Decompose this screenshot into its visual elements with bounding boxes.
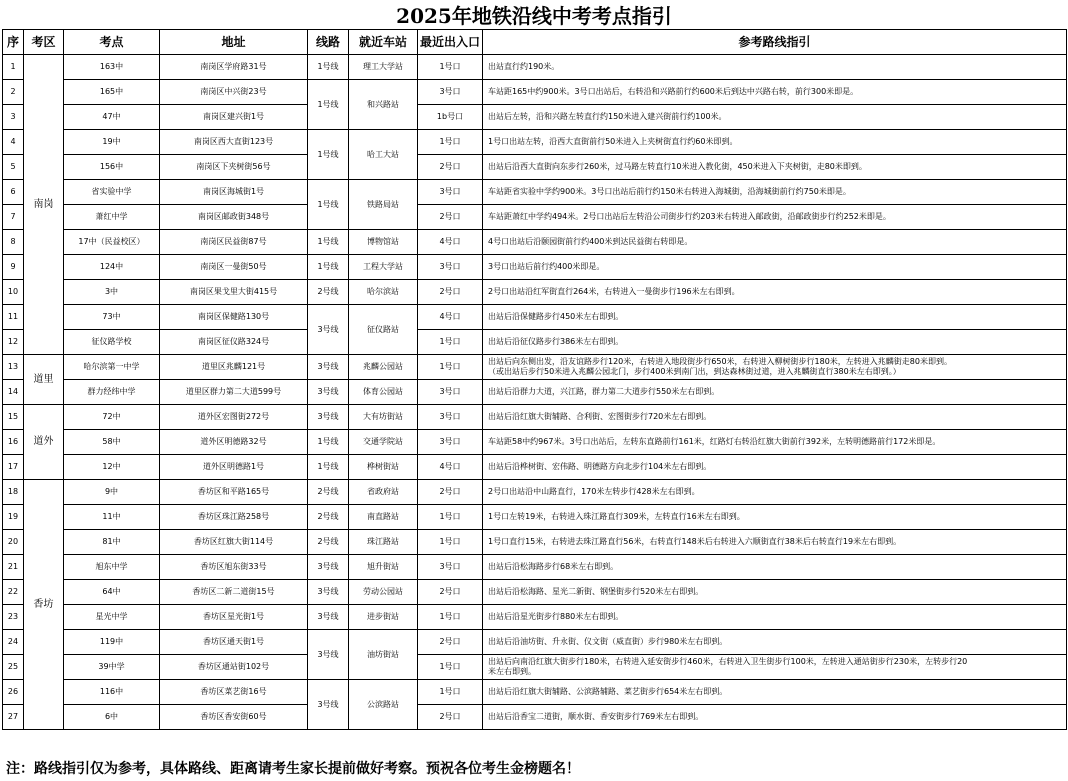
address-cell: 南岗区一曼街50号 (160, 255, 308, 280)
row-number: 23 (3, 605, 24, 630)
line-cell: 3号线 (308, 380, 349, 405)
row-number: 10 (3, 280, 24, 305)
region-cell: 道外 (24, 405, 64, 480)
col-header-line: 线路 (308, 30, 349, 55)
table-row (3, 180, 1067, 205)
table-row (3, 630, 1067, 655)
col-header-address: 地址 (160, 30, 308, 55)
route-cell (483, 255, 1067, 280)
table-row (3, 380, 1067, 405)
region-cell: 香坊 (24, 480, 64, 730)
station-cell: 兆麟公园站 (349, 355, 418, 380)
row-number: 6 (3, 180, 24, 205)
row-number: 1 (3, 55, 24, 80)
exit-cell: 4号口 (418, 305, 483, 330)
table-row (3, 455, 1067, 480)
station-cell: 进步街站 (349, 605, 418, 630)
route-text: 出站后沿松海路步行68米左右即到。 (488, 562, 619, 571)
school-cell: 73中 (64, 305, 160, 330)
exit-cell: 2号口 (418, 155, 483, 180)
exit-cell: 2号口 (418, 580, 483, 605)
address-cell: 香坊区红旗大街114号 (160, 530, 308, 555)
school-cell: 征仪路学校 (64, 330, 160, 355)
route-cell (483, 130, 1067, 155)
school-cell: 6中 (64, 705, 160, 730)
address-cell: 道里区群力第二大道599号 (160, 380, 308, 405)
station-cell: 油坊街站 (349, 630, 418, 680)
footer-note: 注：路线指引仅为参考，具体路线、距离请考生家长提前做好考察。预祝各位考生金榜题名！ (6, 761, 580, 777)
station-cell: 桦树街站 (349, 455, 418, 480)
station-cell: 征仪路站 (349, 305, 418, 355)
station-cell: 铁路局站 (349, 180, 418, 230)
exit-cell: 3号口 (418, 405, 483, 430)
line-cell: 2号线 (308, 280, 349, 305)
table-row (3, 305, 1067, 330)
row-number: 5 (3, 155, 24, 180)
route-text: 出站后沿征仪路步行386米左右即到。 (488, 337, 624, 346)
row-number: 2 (3, 80, 24, 105)
col-header-route: 参考路线指引 (483, 30, 1067, 55)
region-cell: 南岗 (24, 55, 64, 355)
line-cell: 3号线 (308, 605, 349, 630)
row-number: 24 (3, 630, 24, 655)
address-cell: 香坊区通站街102号 (160, 655, 308, 680)
route-cell (483, 630, 1067, 655)
table-row (3, 655, 1067, 680)
route-text: 车站距省实验中学约900米。3号口出站后前行约150米右转进入海城街，沿海城街前行约750米即是。 (488, 187, 851, 196)
route-cell (483, 380, 1067, 405)
route-cell (483, 555, 1067, 580)
exit-cell: 1号口 (418, 655, 483, 680)
route-text: 1号口左转19米，右转进入珠江路直行309米，左转直行16米左右即到。 (488, 512, 745, 521)
route-text: 2号口出站沿中山路直行，170米左转步行428米左右即到。 (488, 487, 700, 496)
school-cell: 哈尔滨第一中学 (64, 355, 160, 380)
address-cell: 香坊区香安街60号 (160, 705, 308, 730)
address-cell: 南岗区西大直街123号 (160, 130, 308, 155)
route-text: 3号口出站后前行约400米即是。 (488, 262, 605, 271)
row-number: 25 (3, 655, 24, 680)
exit-cell: 3号口 (418, 430, 483, 455)
row-number: 13 (3, 355, 24, 380)
route-cell (483, 705, 1067, 730)
school-cell: 群力经纬中学 (64, 380, 160, 405)
row-number: 11 (3, 305, 24, 330)
row-number: 19 (3, 505, 24, 530)
route-cell (483, 305, 1067, 330)
station-cell: 理工大学站 (349, 55, 418, 80)
exit-cell: 3号口 (418, 80, 483, 105)
school-cell: 81中 (64, 530, 160, 555)
row-number: 3 (3, 105, 24, 130)
table-row (3, 230, 1067, 255)
route-text: 出站后沿群力大道，兴江路，群力第二大道步行550米左右即到。 (488, 387, 720, 396)
school-cell: 58中 (64, 430, 160, 455)
school-cell: 17中（民益校区） (64, 230, 160, 255)
table-row (3, 680, 1067, 705)
row-number: 14 (3, 380, 24, 405)
route-cell (483, 680, 1067, 705)
row-number: 22 (3, 580, 24, 605)
route-text: 出站后沿红旗大街辅路、合利街、宏图街步行720米左右即到。 (488, 412, 712, 421)
route-cell (483, 330, 1067, 355)
address-cell: 香坊区星光街1号 (160, 605, 308, 630)
address-cell: 南岗区邮政街348号 (160, 205, 308, 230)
station-cell: 劳动公园站 (349, 580, 418, 605)
row-number: 20 (3, 530, 24, 555)
station-cell: 公滨路站 (349, 680, 418, 730)
row-number: 27 (3, 705, 24, 730)
table-row (3, 405, 1067, 430)
station-cell: 体育公园站 (349, 380, 418, 405)
route-text: 出站后沿桦树街、宏伟路、明德路方向北步行104米左右即到。 (488, 462, 712, 471)
station-cell: 旭升街站 (349, 555, 418, 580)
route-cell (483, 80, 1067, 105)
table-row (3, 605, 1067, 630)
school-cell: 163中 (64, 55, 160, 80)
route-cell (483, 405, 1067, 430)
line-cell: 3号线 (308, 580, 349, 605)
exit-cell: 1b号口 (418, 105, 483, 130)
table-row (3, 330, 1067, 355)
line-cell: 3号线 (308, 355, 349, 380)
col-header-school: 考点 (64, 30, 160, 55)
exit-cell: 2号口 (418, 205, 483, 230)
table-row (3, 355, 1067, 380)
table-row (3, 705, 1067, 730)
exit-cell: 2号口 (418, 705, 483, 730)
address-cell: 南岗区民益街87号 (160, 230, 308, 255)
exit-cell: 1号口 (418, 130, 483, 155)
line-cell: 2号线 (308, 505, 349, 530)
school-cell: 9中 (64, 480, 160, 505)
row-number: 18 (3, 480, 24, 505)
school-cell: 119中 (64, 630, 160, 655)
station-cell: 博物馆站 (349, 230, 418, 255)
table-row (3, 130, 1067, 155)
school-cell: 72中 (64, 405, 160, 430)
exit-cell: 1号口 (418, 55, 483, 80)
row-number: 4 (3, 130, 24, 155)
address-cell: 道外区宏图街272号 (160, 405, 308, 430)
table-row (3, 555, 1067, 580)
address-cell: 南岗区保健路130号 (160, 305, 308, 330)
school-cell: 12中 (64, 455, 160, 480)
line-cell: 3号线 (308, 680, 349, 730)
exam-guide-table (2, 29, 1067, 730)
row-number: 21 (3, 555, 24, 580)
row-number: 16 (3, 430, 24, 455)
line-cell: 3号线 (308, 555, 349, 580)
address-cell: 南岗区学府路31号 (160, 55, 308, 80)
route-text: 出站后沿保健路步行450米左右即到。 (488, 312, 624, 321)
row-number: 9 (3, 255, 24, 280)
route-cell (483, 355, 1067, 380)
school-cell: 11中 (64, 505, 160, 530)
school-cell: 3中 (64, 280, 160, 305)
station-cell: 工程大学站 (349, 255, 418, 280)
col-header-station: 就近车站 (349, 30, 418, 55)
route-cell (483, 480, 1067, 505)
school-cell: 116中 (64, 680, 160, 705)
address-cell: 香坊区菜艺街16号 (160, 680, 308, 705)
route-text: 车站距萧红中学约494米。2号口出站后左转沿公司街步行约203米右转进入邮政街，沿邮政街步行约252米即是。 (488, 212, 891, 221)
exit-cell: 1号口 (418, 680, 483, 705)
school-cell: 萧红中学 (64, 205, 160, 230)
route-text: 1号口直行15米，右转进去珠江路直行56米，右转直行148米后右转进入六顺街直行38米后右转直行19米左右即到。 (488, 537, 902, 546)
route-text: 出站直行约190米。 (488, 62, 560, 71)
address-cell: 南岗区建兴街1号 (160, 105, 308, 130)
table-row (3, 105, 1067, 130)
row-number: 26 (3, 680, 24, 705)
table-row (3, 505, 1067, 530)
route-text: 2号口出站沿红军街直行264米，右转进入一曼街步行196米左右即到。 (488, 287, 740, 296)
table-row (3, 255, 1067, 280)
address-cell: 香坊区珠江路258号 (160, 505, 308, 530)
route-cell (483, 180, 1067, 205)
line-cell: 3号线 (308, 305, 349, 355)
exit-cell: 4号口 (418, 455, 483, 480)
route-text: 1号口出站左转，沿西大直街前行50米进入上夹树街直行约60米即到。 (488, 137, 738, 146)
exit-cell: 3号口 (418, 380, 483, 405)
line-cell: 2号线 (308, 530, 349, 555)
row-number: 17 (3, 455, 24, 480)
line-cell: 1号线 (308, 80, 349, 130)
exit-cell: 2号口 (418, 630, 483, 655)
col-header-exit: 最近出入口 (418, 30, 483, 55)
station-cell: 哈尔滨站 (349, 280, 418, 305)
route-cell (483, 105, 1067, 130)
line-cell: 1号线 (308, 55, 349, 80)
col-header-no: 序 (3, 30, 24, 55)
route-cell (483, 205, 1067, 230)
address-cell: 南岗区中兴街23号 (160, 80, 308, 105)
line-cell: 2号线 (308, 480, 349, 505)
address-cell: 香坊区二新二道街15号 (160, 580, 308, 605)
line-cell: 1号线 (308, 455, 349, 480)
exit-cell: 3号口 (418, 255, 483, 280)
route-text: 出站后沿星光街步行880米左右即到。 (488, 612, 624, 621)
exit-cell: 1号口 (418, 355, 483, 380)
route-text: 4号口出站后沿颐园街前行约400米到达民益街右转即是。 (488, 237, 693, 246)
school-cell: 47中 (64, 105, 160, 130)
address-cell: 香坊区旭东街33号 (160, 555, 308, 580)
table-row (3, 280, 1067, 305)
address-cell: 香坊区和平路165号 (160, 480, 308, 505)
address-cell: 南岗区征仪路324号 (160, 330, 308, 355)
route-cell (483, 430, 1067, 455)
route-text: 车站距58中约967米。3号口出站后，左转东直路前行161米，红路灯右转沿红旗大街前行392米，左转明德路前行172米即是。 (488, 437, 941, 446)
line-cell: 1号线 (308, 130, 349, 180)
table-header-row (3, 30, 1067, 55)
station-cell: 珠江路站 (349, 530, 418, 555)
school-cell: 64中 (64, 580, 160, 605)
route-cell (483, 455, 1067, 480)
exit-cell: 3号口 (418, 180, 483, 205)
col-header-region: 考区 (24, 30, 64, 55)
route-text: 出站后沿西大直街向东步行260米，过马路左转直行10米进入教化街，450米进入下夹树街，走80米即到。 (488, 162, 867, 171)
row-number: 15 (3, 405, 24, 430)
line-cell: 3号线 (308, 630, 349, 680)
school-cell: 39中学 (64, 655, 160, 680)
line-cell: 1号线 (308, 230, 349, 255)
exit-cell: 1号口 (418, 330, 483, 355)
row-number: 8 (3, 230, 24, 255)
route-text: 出站后向东侧出发，沿友谊路步行120米，右转进入地段街步行650米，右转进入柳树街步行180米，左转进入兆麟街走80米即到。 (488, 357, 952, 366)
exit-cell: 1号口 (418, 530, 483, 555)
address-cell: 南岗区果戈里大街415号 (160, 280, 308, 305)
table-row (3, 480, 1067, 505)
school-cell: 19中 (64, 130, 160, 155)
table-row (3, 530, 1067, 555)
route-cell (483, 230, 1067, 255)
page-title: 2025年地铁沿线中考考点指引 (396, 4, 672, 28)
table-row (3, 580, 1067, 605)
station-cell: 省政府站 (349, 480, 418, 505)
school-cell: 165中 (64, 80, 160, 105)
exit-cell: 1号口 (418, 505, 483, 530)
station-cell: 和兴路站 (349, 80, 418, 130)
exit-cell: 3号口 (418, 555, 483, 580)
line-cell: 1号线 (308, 430, 349, 455)
route-text: 出站后沿松海路、星光二新街、钢堡街步行520米左右即到。 (488, 587, 704, 596)
exit-cell: 2号口 (418, 280, 483, 305)
line-cell: 3号线 (308, 405, 349, 430)
school-cell: 旭东中学 (64, 555, 160, 580)
route-cell (483, 505, 1067, 530)
exit-cell: 2号口 (418, 480, 483, 505)
route-text: 出站后沿红旗大街辅路、公滨路辅路、菜艺街步行654米左右即到。 (488, 687, 728, 696)
route-text: 出站后沿油坊街、升永街、仪文街（威直街）步行980米左右即到。 (488, 637, 728, 646)
school-cell: 124中 (64, 255, 160, 280)
station-cell: 哈工大站 (349, 130, 418, 180)
station-cell: 南直路站 (349, 505, 418, 530)
route-cell (483, 605, 1067, 630)
line-cell: 1号线 (308, 255, 349, 280)
table-row (3, 80, 1067, 105)
table-row (3, 430, 1067, 455)
route-text: 出站后沿香宝二道街，顺水街、香安街步行769米左右即到。 (488, 712, 704, 721)
route-text: 出站后左转，沿和兴路左转直行约150米进入建兴街前行约100米。 (488, 112, 727, 121)
school-cell: 星光中学 (64, 605, 160, 630)
table-row (3, 55, 1067, 80)
station-cell: 交通学院站 (349, 430, 418, 455)
route-cell (483, 530, 1067, 555)
table-row (3, 205, 1067, 230)
route-cell (483, 655, 1067, 680)
route-text: 出站后向南沿红旗大街步行180米，右转进入延安街步行460米，右转进入卫生街步行100米，左转进入通站街步行230米，左转步行20 (488, 657, 968, 666)
route-text: 车站距165中约900米。3号口出站后，右转沿和兴路前行约600米后到达中兴路右转，前行300米即是。 (488, 87, 859, 96)
route-cell (483, 155, 1067, 180)
table-row (3, 155, 1067, 180)
route-cell (483, 55, 1067, 80)
route-cell (483, 280, 1067, 305)
address-cell: 南岗区下夹树街56号 (160, 155, 308, 180)
line-cell: 1号线 (308, 180, 349, 230)
address-cell: 南岗区海城街1号 (160, 180, 308, 205)
station-cell: 大有坊街站 (349, 405, 418, 430)
route-text-continued: （或出站后步行50米进入兆麟公园北门，步行400米到南门出，到达森林街过道，进入兆麟街直行380米左右即到。） (488, 367, 901, 376)
address-cell: 道外区明德路32号 (160, 430, 308, 455)
exit-cell: 1号口 (418, 605, 483, 630)
school-cell: 156中 (64, 155, 160, 180)
address-cell: 道外区明德路1号 (160, 455, 308, 480)
address-cell: 香坊区通天街1号 (160, 630, 308, 655)
row-number: 7 (3, 205, 24, 230)
region-cell: 道里 (24, 355, 64, 405)
route-text-continued: 米左右即到。 (488, 667, 536, 676)
row-number: 12 (3, 330, 24, 355)
school-cell: 省实验中学 (64, 180, 160, 205)
route-cell (483, 580, 1067, 605)
exit-cell: 4号口 (418, 230, 483, 255)
address-cell: 道里区兆麟121号 (160, 355, 308, 380)
